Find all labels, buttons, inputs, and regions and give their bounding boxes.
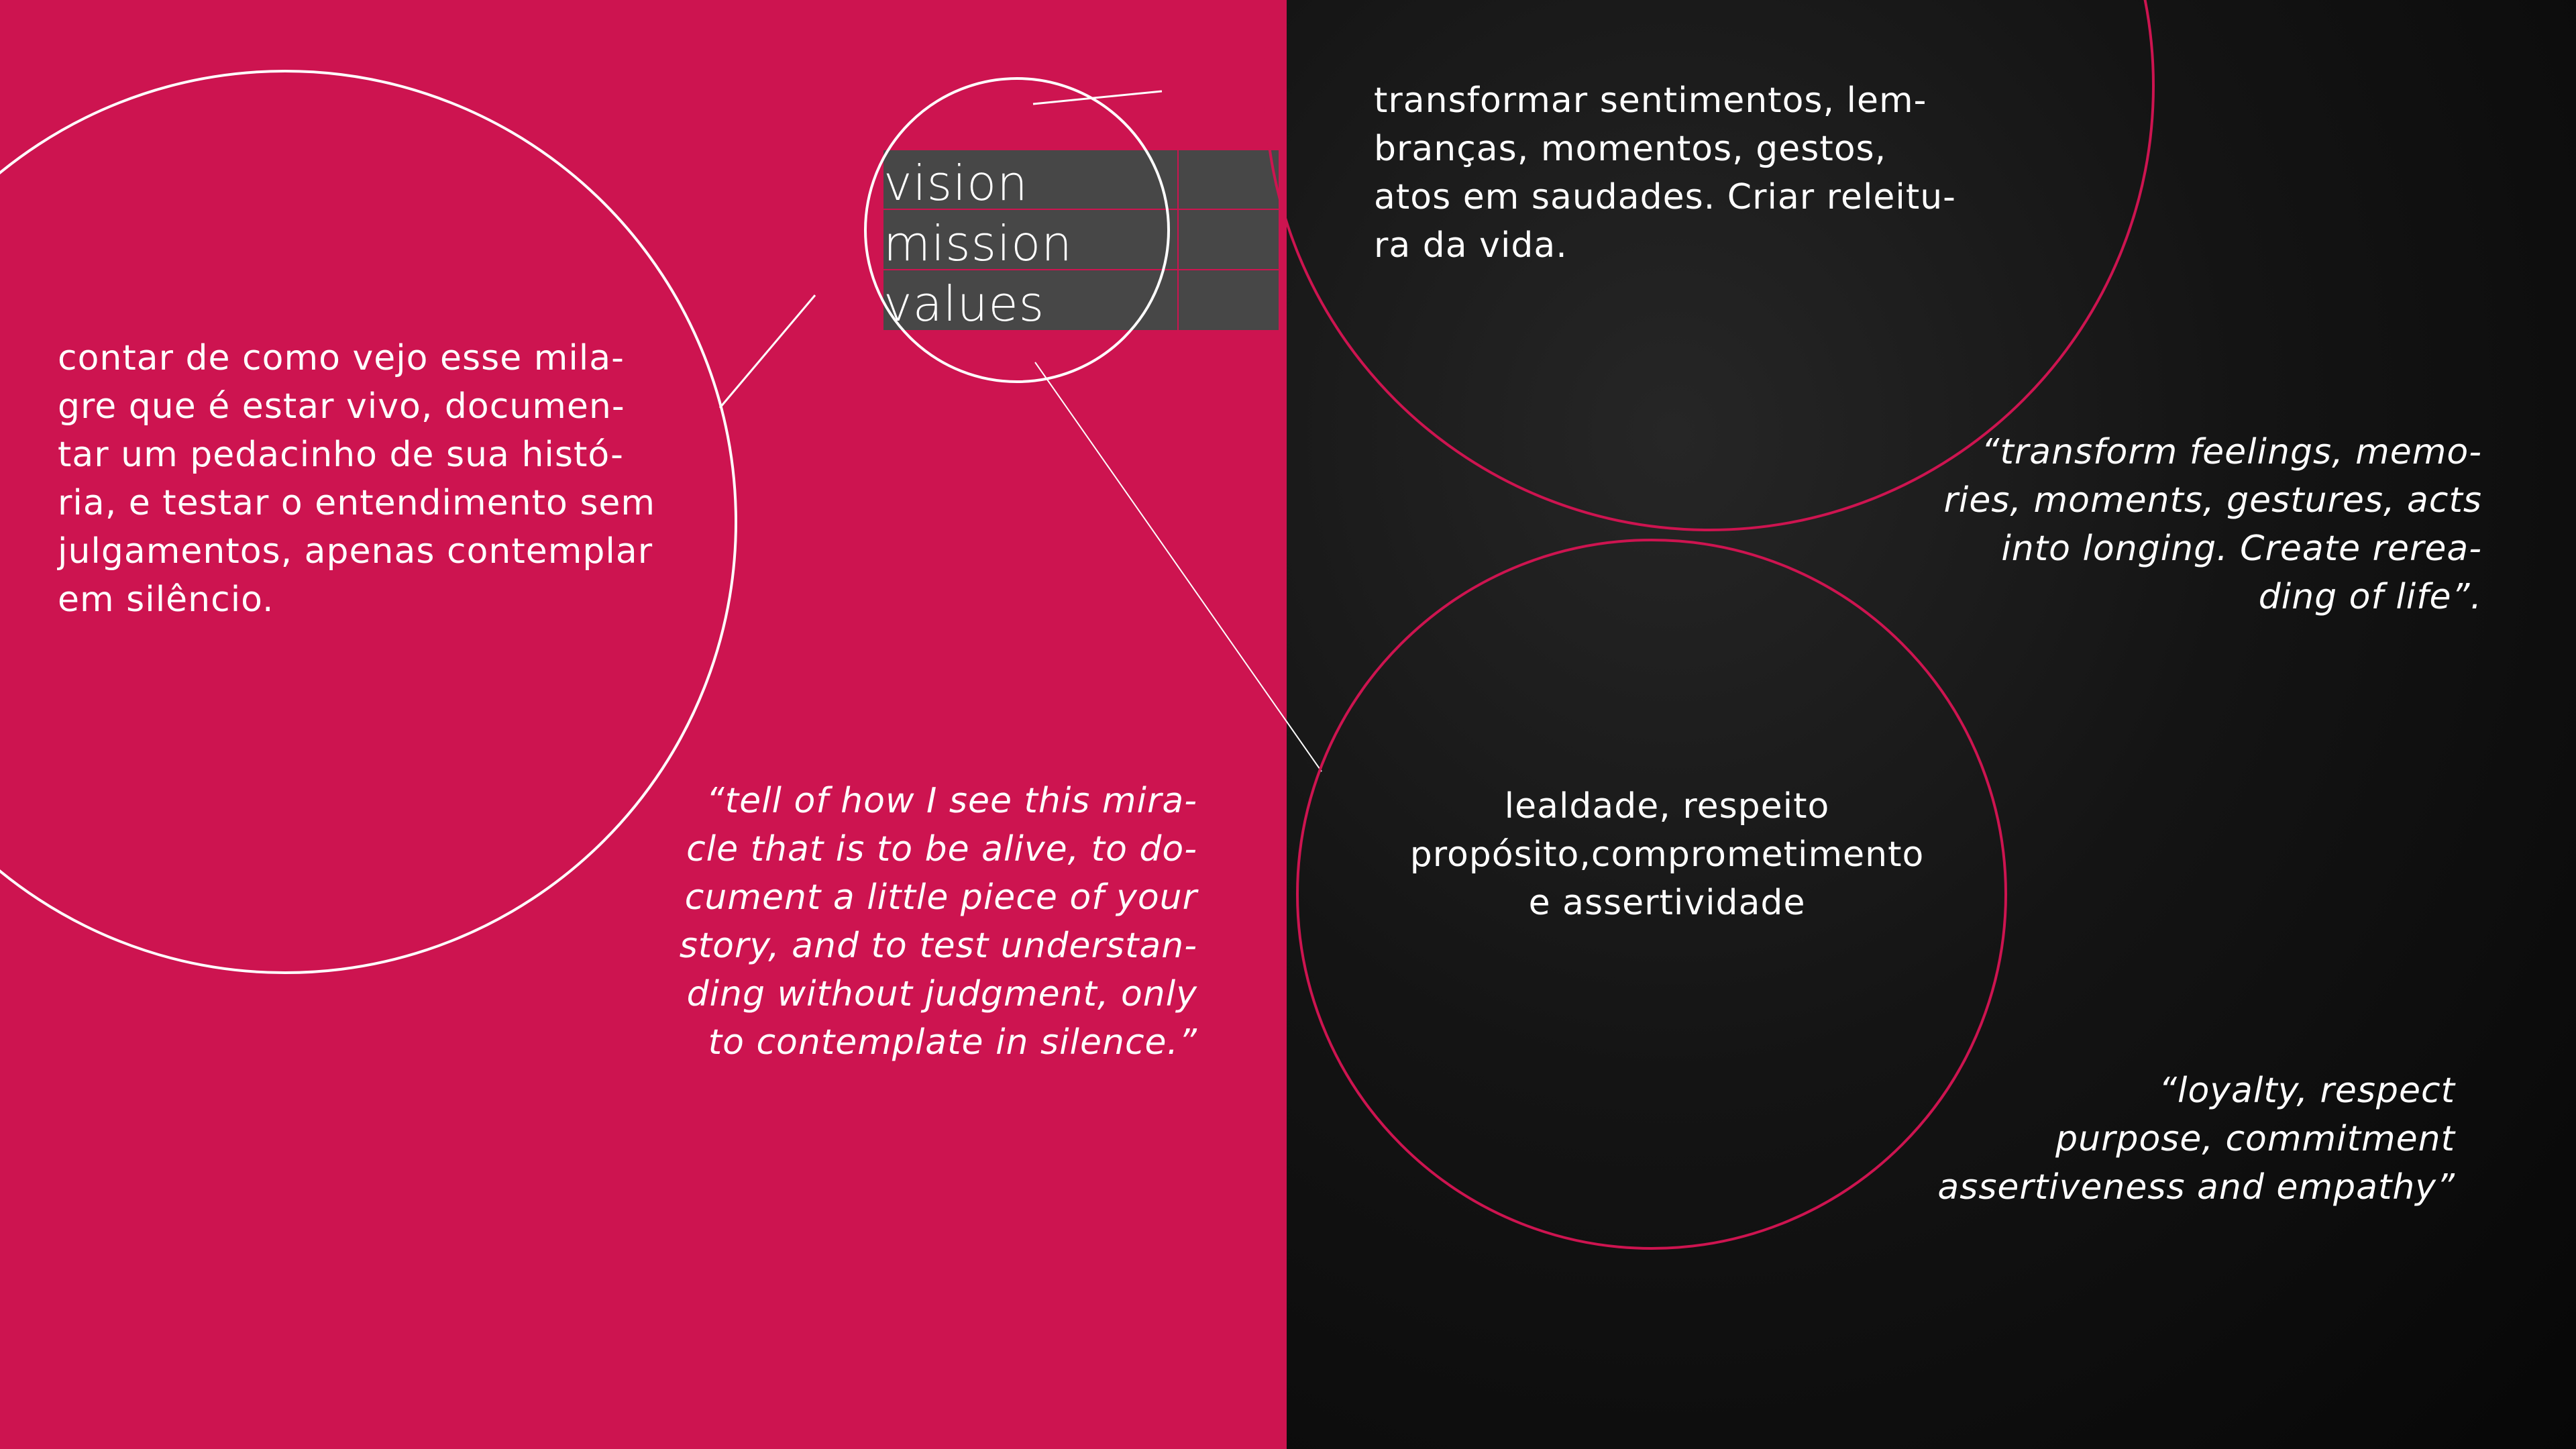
- text-line: “transform feelings, memo-: [1981, 432, 2482, 472]
- text-line: tar um pedacinho de sua histó-: [58, 435, 624, 475]
- mission-text-en: [1919, 428, 2482, 621]
- text-line: propósito,comprometimento: [1409, 835, 1925, 875]
- text-line: lealdade, respeito: [1504, 786, 1830, 826]
- text-line: story, and to test understan-: [679, 926, 1197, 966]
- text-line: cle that is to be alive, to do-: [686, 829, 1197, 869]
- text-line: ries, moments, gestures, acts: [1943, 480, 2482, 521]
- text-line: ding of life”.: [2258, 577, 2482, 617]
- vision-text-pt: [58, 334, 675, 624]
- text-line: “loyalty, respect: [2159, 1071, 2455, 1111]
- text-line: ria, e testar o entendimento sem: [58, 483, 656, 523]
- tag-mission: mission: [883, 215, 1073, 272]
- tag-values: values: [883, 276, 1045, 332]
- text-line: e assertividade: [1528, 883, 1806, 923]
- text-line: assertiveness and empathy”: [1937, 1167, 2455, 1208]
- text-line: branças, momentos, gestos,: [1374, 129, 1887, 169]
- vision-text-en: [590, 777, 1197, 1067]
- text-line: gre que é estar vivo, documen-: [58, 386, 625, 427]
- mission-text-pt: [1374, 76, 1978, 270]
- text-line: purpose, commitment: [2055, 1119, 2455, 1159]
- text-line: julgamentos, apenas contemplar: [58, 531, 653, 572]
- text-line: em silêncio.: [58, 580, 274, 620]
- values-text-pt: [1355, 782, 1979, 927]
- text-line: contar de como vejo esse mila-: [58, 338, 625, 378]
- text-line: atos em saudades. Criar releitu-: [1374, 177, 1956, 217]
- values-text-en: [1892, 1067, 2455, 1212]
- text-line: “tell of how I see this mira-: [706, 781, 1197, 821]
- tag-vision: vision: [883, 155, 1028, 211]
- text-line: ra da vida.: [1374, 225, 1568, 266]
- text-line: transformar sentimentos, lem-: [1374, 80, 1927, 121]
- text-line: to contemplate in silence.”: [708, 1022, 1197, 1063]
- text-line: into longing. Create rerea-: [2001, 529, 2482, 569]
- text-line: ding without judgment, only: [686, 974, 1197, 1014]
- text-line: cument a little piece of your: [684, 877, 1197, 918]
